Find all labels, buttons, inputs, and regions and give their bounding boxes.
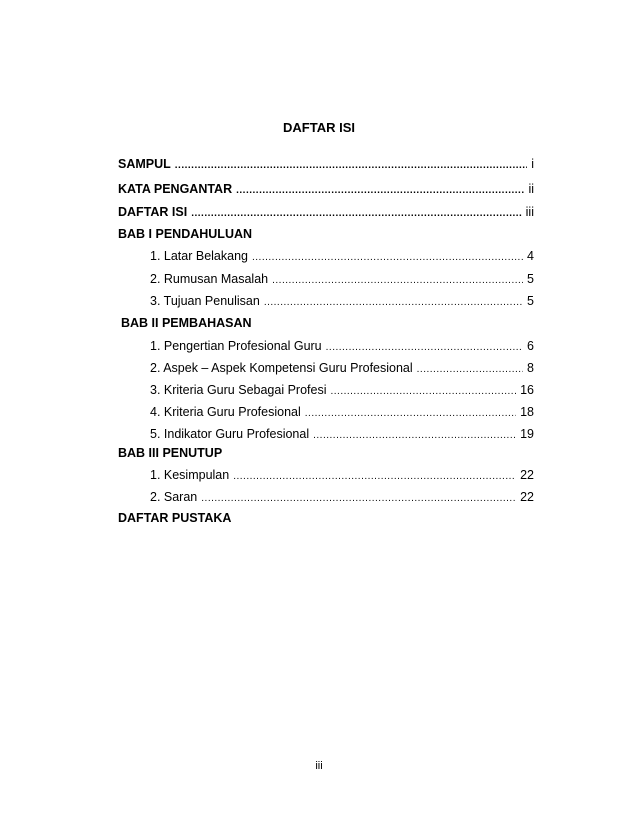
toc-entry-sampul [118,157,534,171]
toc-entry-label: KATA PENGANTAR [118,182,233,196]
toc-entry-kesimpulan [150,468,534,482]
toc-entry-label: 3. Kriteria Guru Sebagai Profesi [150,383,327,397]
toc-entry-page: 6 [527,339,534,353]
toc-entry-page: 19 [520,427,534,441]
toc-entry-label: 1. Latar Belakang [150,249,248,263]
dot-leader [201,493,516,504]
toc-entry-page: 18 [520,405,534,419]
toc-entry-label: 1. Pengertian Profesional Guru [150,339,322,353]
toc-entry-page: 22 [520,468,534,482]
toc-entry-label: 4. Kriteria Guru Profesional [150,405,301,419]
toc-entry-latar-belakang [150,249,534,263]
toc-entry-page: 22 [520,490,534,504]
dot-leader [175,160,527,171]
dot-leader [252,252,523,263]
dot-leader [233,471,516,482]
chapter-heading-bab2: BAB II PEMBAHASAN [121,316,252,330]
toc-entry-rumusan-masalah [150,272,534,286]
page-number: iii [315,760,323,772]
toc-entry-kriteria-profesi [150,383,534,397]
dot-leader [313,430,516,441]
toc-entry-saran [150,490,534,504]
toc-entry-page: i [531,157,534,171]
toc-entry-pengertian [150,339,534,353]
toc-entry-page: iii [525,205,534,219]
dot-leader [417,364,523,375]
toc-entry-label: SAMPUL [118,157,171,171]
toc-entry-label: 2. Aspek – Aspek Kompetensi Guru Profesional [150,361,413,375]
toc-entry-label: 2. Saran [150,490,198,504]
toc-entry-daftar-isi [118,205,534,219]
toc-entry-label: DAFTAR ISI [118,205,188,219]
toc-entry-page: 16 [520,383,534,397]
dot-leader [264,297,523,308]
toc-entry-label: 1. Kesimpulan [150,468,230,482]
toc-entry-page: 4 [527,249,534,263]
toc-entry-aspek [150,361,534,375]
toc-entry-page: 5 [527,272,534,286]
toc-entry-indikator [150,427,534,441]
toc-entry-label: 2. Rumusan Masalah [150,272,269,286]
dot-leader [272,275,523,286]
toc-entry-page: 5 [527,294,534,308]
dot-leader [236,185,524,196]
toc-entry-page: ii [528,182,534,196]
dot-leader [326,342,523,353]
toc-entry-page: 8 [527,361,534,375]
dot-leader [191,208,521,219]
toc-entry-label: 5. Indikator Guru Profesional [150,427,310,441]
toc-entry-tujuan-penulisan [150,294,534,308]
toc-entry-label: 3. Tujuan Penulisan [150,294,260,308]
chapter-heading-pustaka: DAFTAR PUSTAKA [118,511,232,525]
chapter-heading-bab1: BAB I PENDAHULUAN [118,227,253,241]
toc-entry-kata-pengantar [118,182,534,196]
chapter-heading-bab3: BAB III PENUTUP [118,446,223,460]
dot-leader [305,408,516,419]
toc-entry-kriteria-profesional [150,405,534,419]
page-title: DAFTAR ISI [283,120,355,135]
dot-leader [330,386,516,397]
